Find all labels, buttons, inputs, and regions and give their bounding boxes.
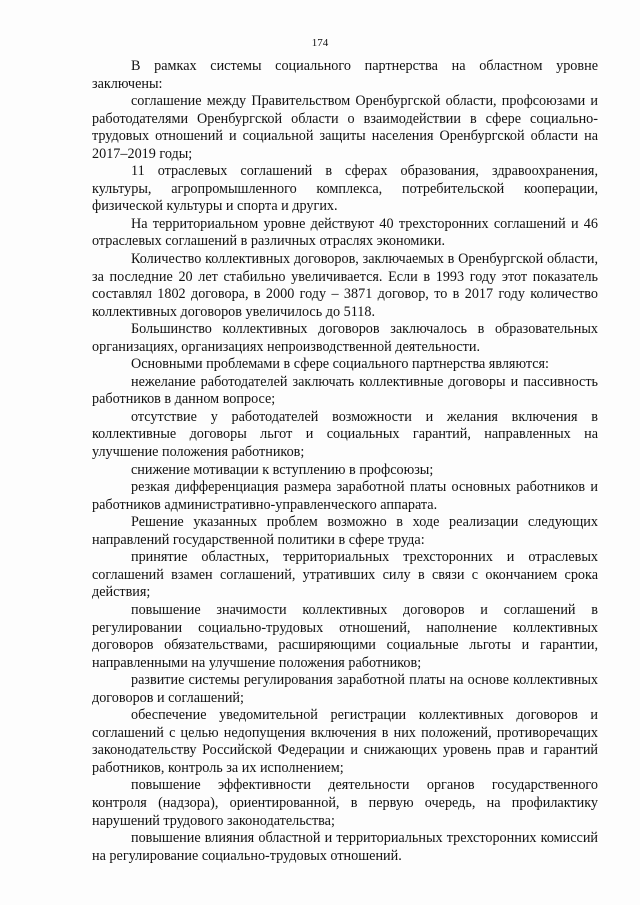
list-item-problem-wage-gap: резкая дифференциация размера заработной платы основных работников и работников административно-управленческого аппарата. xyxy=(92,479,598,513)
list-item-solution-registration: обеспечение уведомительной регистрации коллективных договоров и соглашений с целью недопущения включения в них положений, противоречащих законодательству Российской Федерации и снижающих уровень прав и гарантий работников, контроль за их исполнением; xyxy=(92,707,598,776)
paragraph-collective-agreements-growth: Количество коллективных договоров, заключаемых в Оренбургской области, за последние 20 лет стабильно увеличивается. Если в 1993 году этот показатель составлял 1802 договора, в 2000 году – 3871 договор, то в 2017 году количество коллективных договоров увеличилось до 5118. xyxy=(92,251,598,320)
paragraph-territorial-level: На территориальном уровне действуют 40 трехсторонних соглашений и 46 отраслевых соглашений в различных отраслях экономики. xyxy=(92,215,598,250)
list-item-solution-adopt-agreements: принятие областных, территориальных трехсторонних и отраслевых соглашений взамен соглашений, утративших силу в связи с окончанием срока действия; xyxy=(92,549,598,601)
list-item-solution-wage-regulation: развитие системы регулирования заработной платы на основе коллективных договоров и соглашений; xyxy=(92,672,598,706)
list-item-sector-agreements: 11 отраслевых соглашений в сферах образования, здравоохранения, культуры, агропромышленного комплекса, потребительской кооперации, физической культуры и спорта и других. xyxy=(92,163,598,215)
list-item-problem-motivation: снижение мотивации к вступлению в профсоюзы; xyxy=(131,461,434,478)
list-item-problem-benefits: отсутствие у работодателей возможности и желания включения в коллективные договоры льгот и социальных гарантий, направленных на улучшение положения работников; xyxy=(92,408,598,461)
paragraph-intro-regional-level: В рамках системы социального партнерства на областном уровне заключены: xyxy=(92,58,598,92)
list-item-solution-significance: повышение значимости коллективных договоров и соглашений в регулировании социально-трудовых отношений, наполнение коллективных договоров обязательствами, расширяющими социальные льготы и гарантии, направленными на улучшение положения работников; xyxy=(92,601,598,671)
paragraph-problems-intro: Основными проблемами в сфере социального партнерства являются: xyxy=(131,356,549,373)
paragraph-agreements-by-organization: Большинство коллективных договоров заключалось в образовательных организациях, организациях непроизводственной деятельности. xyxy=(92,321,598,355)
list-item-solution-commissions: повышение влияния областной и территориальных трехсторонних комиссий на регулирование социально-трудовых отношений. xyxy=(92,830,598,864)
list-item-government-agreement: соглашение между Правительством Оренбургской области, профсоюзами и работодателями Оренбургской области о взаимодействии в сфере социально-трудовых отношений и социальной защиты населения Оренбургской области на 2017–2019 годы; xyxy=(92,93,598,162)
list-item-solution-supervision: повышение эффективности деятельности органов государственного контроля (надзора), ориентированной, в первую очередь, на профилактику нарушений трудового законодательства; xyxy=(92,777,598,829)
page-number: 174 xyxy=(311,37,329,49)
body-text xyxy=(92,58,598,865)
list-item-problem-reluctance: нежелание работодателей заключать коллективные договоры и пассивность работников в данном вопросе; xyxy=(92,373,598,408)
paragraph-solutions-intro: Решение указанных проблем возможно в ходе реализации следующих направлений государственной политики в сфере труда: xyxy=(92,514,598,548)
